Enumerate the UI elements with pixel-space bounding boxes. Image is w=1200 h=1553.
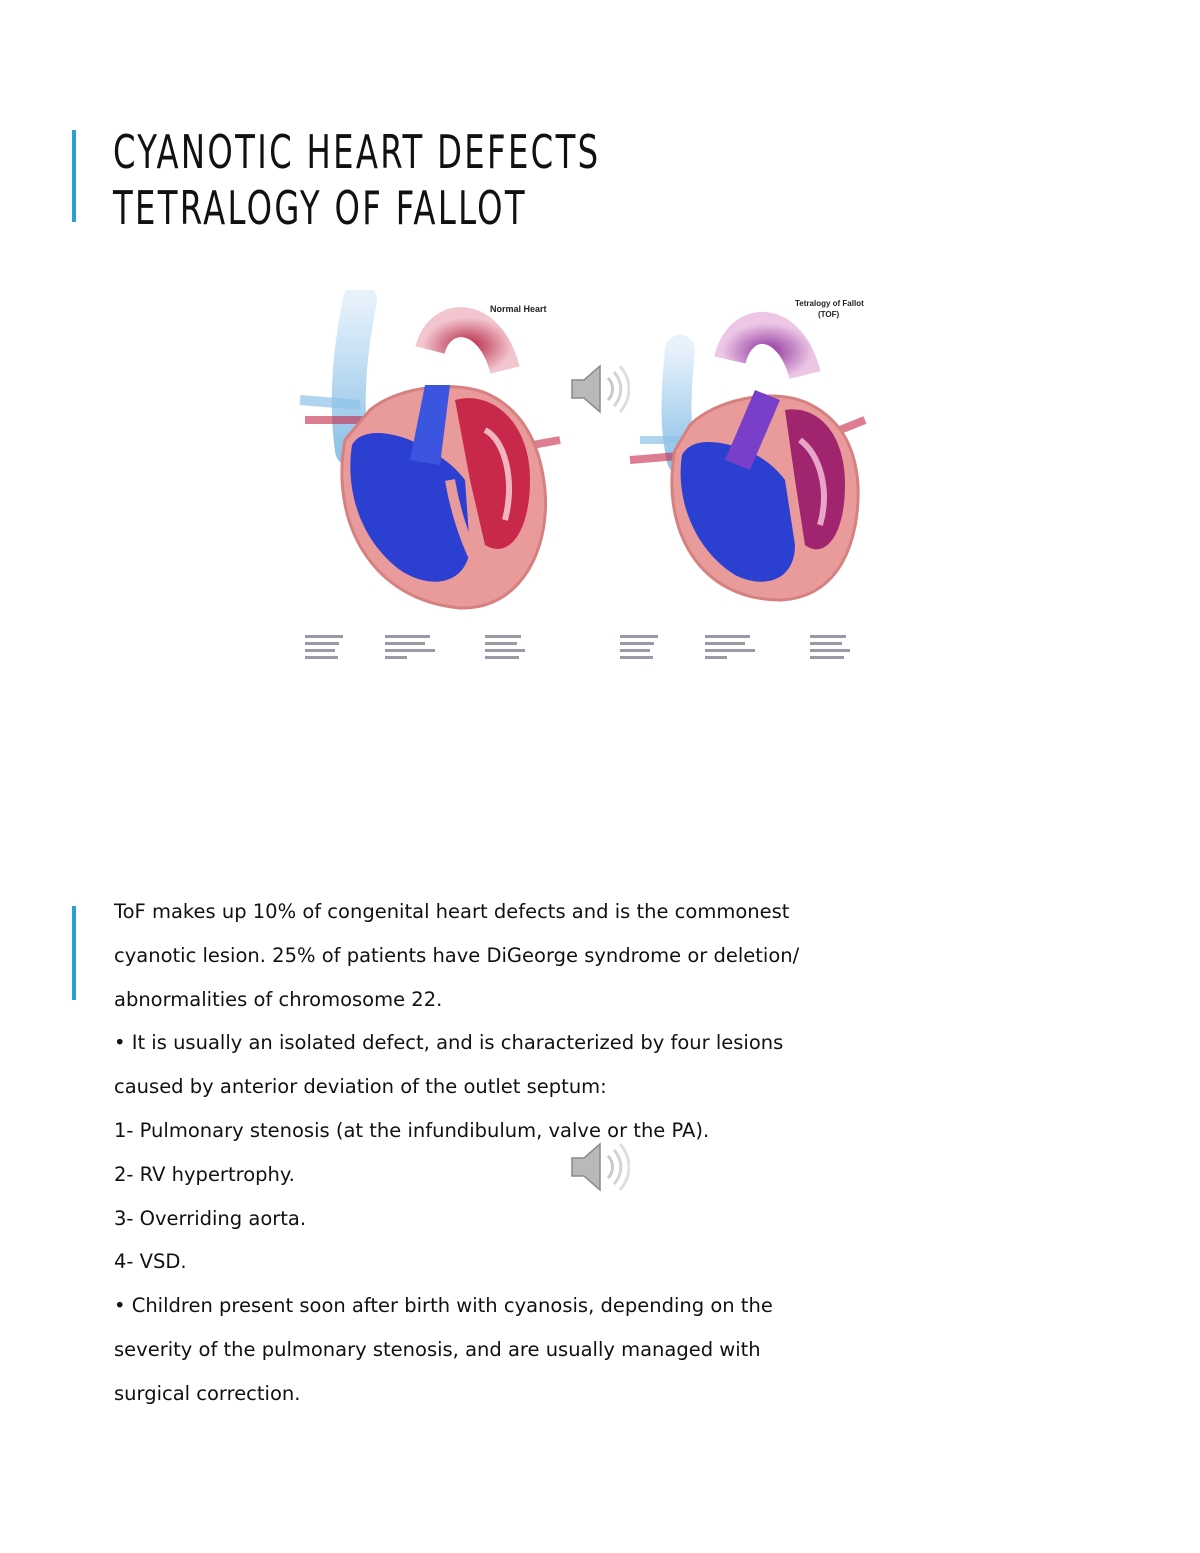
body-line: caused by anterior deviation of the outlet septum: xyxy=(114,1075,607,1099)
speaker-icon[interactable] xyxy=(568,1138,630,1196)
body-line: cyanotic lesion. 25% of patients have DiGeorge syndrome or deletion/ xyxy=(114,943,800,967)
body-line: • Children present soon after birth with cyanosis, depending on the xyxy=(114,1294,773,1318)
heart-comparison-figure xyxy=(290,290,880,675)
normal-heart-label: Normal Heart xyxy=(490,304,547,314)
slide-title xyxy=(113,124,600,236)
body-line: 4- VSD. xyxy=(114,1250,187,1274)
body-line: ToF makes up 10% of congenital heart defects and is the commonest xyxy=(114,900,790,923)
tof-label-line-1: Tetralogy of Fallot xyxy=(795,299,864,308)
body-line: surgical correction. xyxy=(114,1381,301,1405)
title-accent-bar xyxy=(72,130,76,222)
body-line: abnormalities of chromosome 22. xyxy=(114,987,443,1011)
body-line: • It is usually an isolated defect, and is characterized by four lesions xyxy=(114,1031,784,1055)
body-text xyxy=(114,890,954,1416)
tof-label-line-2: (TOF) xyxy=(818,310,840,319)
body-accent-bar xyxy=(72,906,76,1000)
title-line-2: TETRALOGY OF FALLOT xyxy=(113,181,527,235)
body-line: 1- Pulmonary stenosis (at the infundibulum, valve or the PA). xyxy=(114,1118,710,1142)
tof-heart-diagram xyxy=(620,299,865,659)
speaker-icon[interactable] xyxy=(568,360,630,418)
normal-heart-diagram xyxy=(300,300,560,659)
body-line: 3- Overriding aorta. xyxy=(114,1206,307,1230)
body-line: severity of the pulmonary stenosis, and are usually managed with xyxy=(114,1337,761,1361)
title-line-1: CYANOTIC HEART DEFECTS xyxy=(113,125,601,179)
body-line: 2- RV hypertrophy. xyxy=(114,1162,295,1186)
